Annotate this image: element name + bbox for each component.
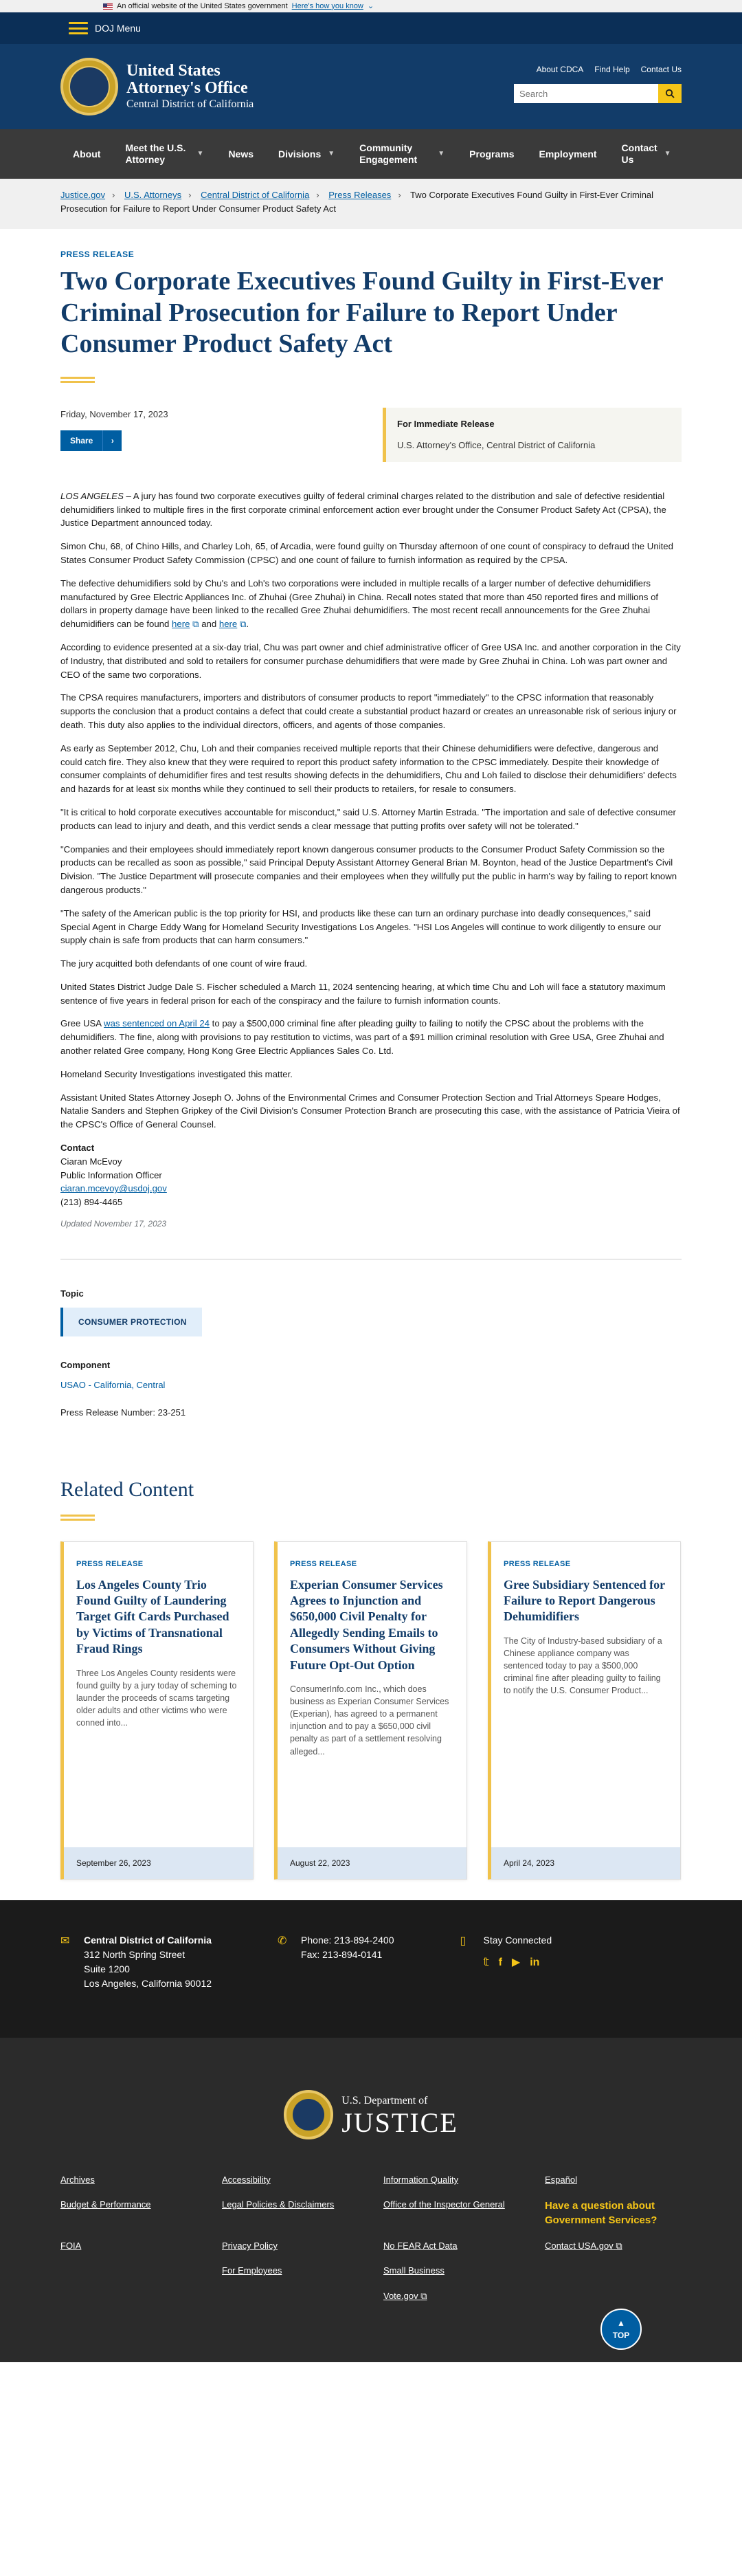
site-name-line1: United States — [126, 62, 221, 80]
phone-icon: ✆ — [278, 1935, 287, 1948]
related-divider — [60, 1515, 95, 1517]
card-title[interactable]: Gree Subsidiary Sentenced for Failure to Report Dangerous Dehumidifiers — [504, 1577, 665, 1624]
sentenced-link[interactable]: was sentenced on April 24 — [104, 1018, 210, 1029]
mobile-icon: ▯ — [460, 1935, 466, 1948]
footer-spacer — [545, 2265, 706, 2277]
external-link-icon: ⧉ — [239, 619, 247, 630]
doj-menu-bar[interactable] — [0, 12, 742, 44]
footer-link-accessibility[interactable]: Accessibility — [222, 2175, 271, 2186]
card-description: The City of Industry-based subsidiary of a Chinese appliance company was sentenced today to pay a $500,000 criminal fine after pleading guilty to failing to notify the U.S. Consumer Product... — [504, 1636, 662, 1696]
card-date: September 26, 2023 — [64, 1847, 253, 1879]
paragraph — [60, 1017, 682, 1057]
nav-divisions[interactable] — [266, 129, 347, 179]
main-content — [0, 248, 742, 1880]
paragraph: Simon Chu, 68, of Chino Hills, and Charley Loh, 65, of Arcadia, were found guilty on Thursday afternoon of one count of conspiracy to defraud the United States Consumer Product Safety Commission (CPSC) and one count of failure to furnish information as required by the CPSA. — [60, 541, 673, 565]
heres-how-you-know-link[interactable]: Here's how you know — [291, 1, 363, 10]
press-release-number: Press Release Number: 23-251 — [60, 1407, 186, 1418]
nav-employment[interactable] — [527, 129, 609, 179]
card-label: PRESS RELEASE — [290, 1560, 357, 1569]
press-release-label: PRESS RELEASE — [60, 250, 135, 259]
updated-date: Updated November 17, 2023 — [60, 1219, 167, 1229]
related-card[interactable] — [488, 1541, 681, 1880]
paragraph-text: – A jury has found two corporate executives guilty of federal criminal charges related to the distribution and sale of defective residential dehumidifiers linked to multiple fires in the first corporate criminal enforcement action ever brought under the Consumer Product Safety Act (CPSA), the Justice Department announced today. — [60, 490, 666, 529]
paragraph: "It is critical to hold corporate executives accountable for misconduct," said U.S. Attorney Martin Estrada. "The importation and sale of defective consumer products can lead to injury and death, and this verdict sends a clear message that putting profits over safety will not be tolerated." — [60, 806, 676, 831]
nav-about-label: About — [73, 148, 101, 159]
title-divider — [60, 377, 95, 379]
site-name-line3: Central District of California — [126, 98, 254, 110]
paragraph: The CPSA requires manufacturers, importers and distributors of consumer products to report "immediately" to the CPSC information that reasonably supports the conclusion that a product contains a defect that could create a substantial product hazard or creates an unreasonable risk of serious injury or death. This duty also applies to the individual directors, officers, and agents of those companies. — [60, 692, 677, 730]
footer-link-small-business[interactable]: Small Business — [383, 2265, 445, 2276]
paragraph: The jury acquitted both defendants of one count of wire fraud. — [60, 958, 308, 969]
footer-spacer — [60, 2265, 222, 2277]
breadcrumb-central-district[interactable]: Central District of California — [201, 190, 310, 200]
top-label: TOP — [612, 2331, 630, 2341]
hamburger-icon[interactable] — [69, 22, 88, 34]
footer-link-privacy[interactable]: Privacy Policy — [222, 2241, 278, 2252]
dateline: LOS ANGELES — [60, 490, 124, 501]
share-button[interactable] — [60, 430, 122, 451]
youtube-icon[interactable]: ▶ — [511, 1957, 521, 1969]
search-form — [514, 84, 682, 103]
masthead — [0, 44, 742, 129]
doj-footer — [0, 2038, 742, 2362]
contact-us-link[interactable]: Contact Us — [640, 65, 682, 74]
footer-link-budget[interactable]: Budget & Performance — [60, 2199, 151, 2210]
main-nav — [0, 129, 742, 179]
doj-seal-logo[interactable] — [60, 58, 118, 115]
address-line: Suite 1200 — [84, 1963, 130, 1975]
contact-usa-gov-label: Contact USA.gov — [545, 2241, 614, 2252]
paragraph-text: . — [246, 619, 249, 630]
contact-title: Public Information Officer — [60, 1169, 162, 1180]
gov-banner-text: An official website of the United States government — [117, 1, 288, 10]
article-meta — [60, 408, 682, 462]
card-date: August 22, 2023 — [278, 1847, 466, 1879]
paragraph: "The safety of the American public is the top priority for HSI, and products like these can turn an ordinary purchase into deadly consequences," said Special Agent in Charge Eddy Wang for Homeland Security Investigations Los Angeles. "HSI Los Angeles will continue to work diligently to ensure our supply chain is safe from products that can harm consumers." — [60, 907, 662, 946]
footer-link-information-quality[interactable]: Information Quality — [383, 2175, 459, 2186]
contact-heading: Contact — [60, 1143, 95, 1154]
paragraph: "Companies and their employees should immediately report known dangerous consumer products to the Consumer Product Safety Commission so the products can be recalled as soon as possible," said Principal Deputy Assistant Attorney General Brian M. Boynton, head of the Justice Department's Civil Division. "The Justice Department will prosecute companies and their employees when they willfully put the public in harm's way by failing to report known dangerous products." — [60, 844, 677, 895]
doj-seal-icon — [284, 2090, 333, 2139]
breadcrumb-justice-gov[interactable]: Justice.gov — [60, 190, 106, 200]
chevron-down-icon: ▼ — [664, 150, 671, 157]
search-input[interactable] — [514, 84, 658, 103]
footer-link-foia[interactable]: FOIA — [60, 2241, 82, 2252]
gov-banner — [0, 0, 742, 12]
footer-link-no-fear[interactable]: No FEAR Act Data — [383, 2241, 458, 2252]
breadcrumb-sep-icon: › — [112, 190, 115, 200]
office-name: Central District of California — [84, 1935, 212, 1946]
footer-link-legal[interactable]: Legal Policies & Disclaimers — [222, 2199, 335, 2210]
nav-programs[interactable] — [457, 129, 526, 179]
vote-gov-label: Vote.gov — [383, 2290, 418, 2301]
doj-logo[interactable] — [0, 2090, 742, 2139]
footer-spacer — [60, 2290, 222, 2302]
card-title[interactable]: Los Angeles County Trio Found Guilty of Laundering Target Gift Cards Purchased by Victims of Transnational Fraud Rings — [76, 1577, 229, 1656]
nav-community-engagement[interactable] — [347, 129, 457, 179]
footer-link-contact-usa-gov[interactable] — [545, 2240, 706, 2252]
external-link-icon: ⧉ — [616, 2241, 622, 2252]
about-cdca-link[interactable]: About CDCA — [536, 65, 584, 74]
related-content-heading: Related Content — [60, 1478, 194, 1501]
paragraph-text: and — [199, 619, 219, 630]
card-description: Three Los Angeles County residents were found guilty by a jury today of scheming to launder the proceeds of scams targeting older adults and other victims who were conned into... — [76, 1668, 237, 1728]
chevron-down-icon: ▼ — [196, 150, 204, 157]
card-description: ConsumerInfo.com Inc., which does business as Experian Consumer Services (Experian), has agreed to a permanent injunction and to pay a $650,000 civil penalty as part of a settlement resolving alleged... — [290, 1684, 449, 1757]
paragraph: According to evidence presented at a six-day trial, Chu was part owner and chief administrative officer of Gree USA Inc. and another corporation in the City of Industry, that distributed and sold to retailers for consumer purchase dehumidifiers that were made by Gree Zhuhai in China. Loh was part owner and CEO of the same two corporations. — [60, 641, 681, 680]
card-title[interactable]: Experian Consumer Services Agrees to Injunction and $650,000 Civil Penalty for Allegedly Sending Emails to Consumers Without Giving Future Opt-Out Option — [290, 1577, 443, 1672]
card-label: PRESS RELEASE — [504, 1560, 571, 1569]
breadcrumb-sep-icon: › — [188, 190, 192, 200]
component-link[interactable]: USAO - California, Central — [60, 1380, 166, 1391]
topic-label: Topic — [60, 1288, 84, 1299]
arrow-up-icon: ▲ — [617, 2318, 625, 2329]
fax-number: Fax: 213-894-0141 — [301, 1949, 383, 1961]
nav-programs-label: Programs — [469, 148, 515, 159]
footer-spacer — [222, 2290, 383, 2302]
contact-email-link[interactable]: ciaran.mcevoy@usdoj.gov — [60, 1183, 167, 1194]
footer-link-employees[interactable]: For Employees — [222, 2265, 282, 2276]
paragraph-text: to pay a $500,000 criminal fine after pleading guilty to failing to notify the CPSC about the problems with the dehumidifiers. The fine, along with provisions to pay restitution to victims, was part of a $91 million criminal resolution with Gree USA, Gree Zhuhai and another related Gree company, Hong Kong Gree Electric Appliances Sales Co. Ltd. — [60, 1018, 664, 1057]
share-label: Share — [70, 436, 93, 446]
recall-link-2[interactable]: here — [218, 619, 238, 630]
paragraph: Homeland Security Investigations investigated this matter. — [60, 1068, 293, 1079]
breadcrumb-us-attorneys[interactable]: U.S. Attorneys — [124, 190, 182, 200]
footer-link-inspector-general[interactable]: Office of the Inspector General — [383, 2199, 505, 2210]
chevron-down-icon: ▼ — [438, 150, 445, 157]
nav-news-label: News — [228, 148, 254, 159]
nav-contact-label: Contact Us — [621, 142, 657, 165]
paragraph-text: Gree USA — [60, 1018, 104, 1029]
search-icon — [665, 89, 675, 98]
article-date: Friday, November 17, 2023 — [60, 408, 168, 419]
card-label: PRESS RELEASE — [76, 1560, 144, 1569]
footer-link-archives[interactable]: Archives — [60, 2175, 95, 2186]
component-label: Component — [60, 1359, 111, 1370]
stay-connected-label: Stay Connected — [483, 1935, 552, 1946]
footer-links — [0, 2174, 742, 2302]
mail-icon: ✉ — [60, 1935, 70, 1948]
related-card[interactable] — [60, 1541, 254, 1880]
paragraph — [60, 489, 682, 530]
twitter-icon[interactable]: 𝕥 — [483, 1957, 489, 1969]
contact-phone: (213) 894-4465 — [60, 1197, 123, 1208]
paragraph: United States District Judge Dale S. Fischer scheduled a March 11, 2024 sentencing hearing, at which time Chu and Loh will face a statutory maximum sentence of five years in federal prison for each of the conspiracy and the failure to furnish information counts. — [60, 981, 666, 1006]
government-services-question: Have a question about Government Services? — [545, 2200, 657, 2227]
nav-meet-attorney[interactable] — [113, 129, 216, 179]
paragraph: Assistant United States Attorney Joseph O. Johns of the Environmental Crimes and Consumer Protection Section and Trial Attorneys Speare Hodges, Natalie Sanders and Stephen Gripkey of the Civil Division's Consumer Protection Branch are prosecuting this case, with the assistance of Patricia Vieira of the CPSC's Office of General Counsel. — [60, 1092, 680, 1130]
paragraph-text: The defective dehumidifiers sold by Chu's and Loh's two corporations were included in multiple recalls of a larger number of defective dehumidifiers manufactured by Gree Electric Appliances Inc. of Zhuhai (Gree Zhuhai) in China. Recall notes stated that more than 450 reported fires and millions of dollars in property damage have been linked to the recalled Gree Zhuhai dehumidifiers. The most recent recall announcements for the Gree Zhuhai dehumidifiers can be found — [60, 577, 659, 630]
external-link-icon: ⧉ — [192, 619, 199, 630]
release-heading: For Immediate Release — [397, 418, 495, 429]
nav-meet-attorney-label: Meet the U.S. Attorney — [125, 142, 186, 165]
breadcrumb-current: Two Corporate Executives Found Guilty in First-Ever Criminal Prosecution for Failure to Report Under Consumer Product Safety Act — [60, 190, 654, 214]
card-date: April 24, 2023 — [491, 1847, 680, 1879]
nav-divisions-label: Divisions — [278, 148, 322, 159]
phone-number: Phone: 213-894-2400 — [301, 1935, 394, 1946]
office-footer — [0, 1900, 742, 2038]
linkedin-icon[interactable]: in — [530, 1957, 540, 1969]
site-name-line2: Attorney's Office — [126, 79, 248, 98]
article-body — [60, 489, 682, 1230]
external-link-icon: ⧉ — [420, 2290, 427, 2301]
address-line: 312 North Spring Street — [84, 1949, 186, 1961]
footer-link-espanol[interactable]: Español — [545, 2175, 577, 2186]
release-source: U.S. Attorney's Office, Central District of California — [397, 440, 596, 451]
nav-news[interactable] — [216, 129, 266, 179]
page-title: Two Corporate Executives Found Guilty in First-Ever Criminal Prosecution for Failure to Report Under Consumer Product Safety Act — [60, 267, 663, 359]
footer-link-vote-gov[interactable] — [383, 2290, 545, 2302]
topic-tag-consumer-protection[interactable]: CONSUMER PROTECTION — [60, 1308, 202, 1336]
search-button[interactable] — [658, 84, 682, 103]
address-line: Los Angeles, California 90012 — [84, 1978, 212, 1990]
related-card[interactable] — [274, 1541, 467, 1880]
doj-logo-line2: JUSTICE — [341, 2107, 458, 2139]
nav-employment-label: Employment — [539, 148, 597, 159]
utility-area — [514, 63, 682, 103]
nav-about[interactable] — [60, 129, 113, 179]
us-flag-icon — [103, 3, 113, 10]
chevron-right-icon: › — [102, 430, 122, 451]
paragraph: As early as September 2012, Chu, Loh and their companies received multiple reports that their Chinese dehumidifiers were defective, dangerous and could catch fire. They also knew that they were required to report this product safety information to the CPSC immediately. Despite their knowledge of consumer complaints of dehumidifier fires and test results showing defects in the dehumidifiers, Chu and Loh failed to disclose their dehumidifiers' defects and hazards for at least six months while they continued to sell their products to retailers, for resale to consumers. — [60, 742, 677, 795]
nav-community-label: Community Engagement — [359, 142, 418, 165]
breadcrumb-sep-icon: › — [398, 190, 401, 200]
immediate-release-box — [383, 408, 682, 462]
nav-contact-us[interactable] — [609, 129, 675, 179]
related-cards — [60, 1541, 682, 1880]
site-name[interactable] — [126, 63, 254, 111]
facebook-icon[interactable]: f — [498, 1957, 502, 1969]
breadcrumb — [0, 179, 742, 229]
back-to-top-button[interactable] — [600, 2309, 642, 2350]
paragraph — [60, 577, 682, 631]
doj-menu-label[interactable]: DOJ Menu — [95, 22, 141, 34]
contact-block — [60, 1141, 682, 1209]
chevron-down-icon: ▼ — [328, 150, 335, 157]
breadcrumb-sep-icon: › — [316, 190, 319, 200]
breadcrumb-press-releases[interactable]: Press Releases — [328, 190, 392, 200]
recall-link-1[interactable]: here — [172, 619, 190, 630]
contact-name: Ciaran McEvoy — [60, 1156, 122, 1167]
find-help-link[interactable]: Find Help — [594, 65, 630, 74]
chevron-down-icon: ⌄ — [367, 1, 374, 10]
doj-logo-line1: U.S. Department of — [341, 2095, 428, 2107]
